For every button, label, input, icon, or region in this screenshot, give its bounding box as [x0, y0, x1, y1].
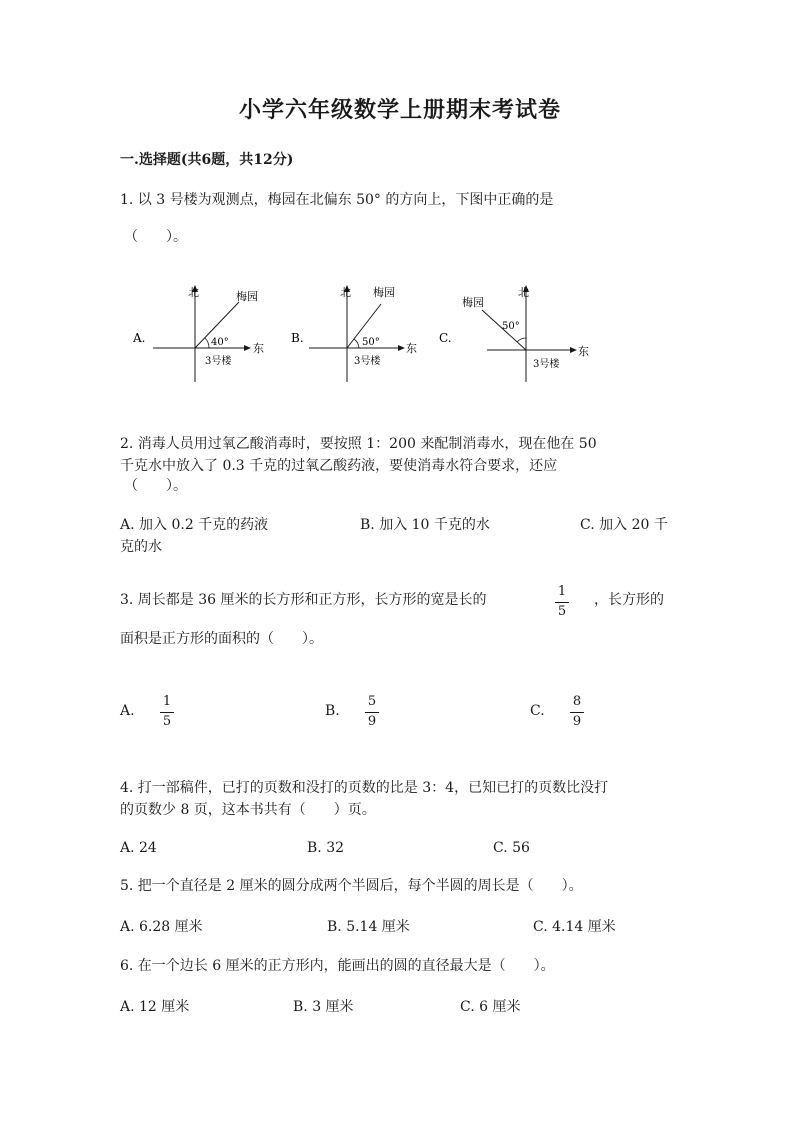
question-5-text: 5. 把一个直径是 2 厘米的圆分成两个半圆后，每个半圆的周长是（ ）。 [120, 878, 583, 894]
question-3-text-line2: 面积是正方形的面积的（ ）。 [120, 631, 323, 647]
diagram-b-angle: 50° [362, 337, 380, 348]
question-6-option-c: C. 6 厘米 [460, 999, 521, 1015]
diagram-c-north: 北 [518, 286, 529, 299]
question-5-option-c: C. 4.14 厘米 [533, 919, 616, 935]
question-3-text-line1b: ，长方形的 [594, 592, 664, 608]
fraction-denominator: 5 [162, 714, 172, 729]
diagram-a-origin: 3号楼 [205, 356, 232, 367]
question-1-blank: （ ）。 [124, 229, 187, 245]
diagram-b-target: 梅园 [373, 286, 395, 299]
question-1-diagrams [125, 280, 605, 390]
diagram-a-label: A. [133, 331, 146, 345]
question-2-option-a: A. 加入 0.2 千克的药液 [120, 517, 269, 533]
question-1-text: 1. 以 3 号楼为观测点，梅园在北偏东 50° 的方向上，下图中正确的是 [120, 192, 554, 208]
diagram-a-target: 梅园 [236, 290, 258, 303]
fraction-bar [570, 712, 584, 713]
diagram-c-origin: 3号楼 [533, 359, 560, 370]
question-4-text-line2: 的页数少 8 页，这本书共有（ ）页。 [120, 802, 376, 818]
diagram-c-target: 梅园 [462, 296, 484, 309]
fraction-bar [160, 712, 174, 713]
diagram-a-north: 北 [188, 286, 199, 299]
question-4-option-a: A. 24 [120, 840, 157, 856]
diagram-b-north: 北 [340, 286, 351, 299]
question-6-option-b: B. 3 厘米 [293, 999, 354, 1015]
question-5-option-a: A. 6.28 厘米 [120, 919, 203, 935]
question-3-text-line1a: 3. 周长都是 36 厘米的长方形和正方形，长方形的宽是长的 [120, 592, 487, 608]
diagram-c-angle: 50° [502, 321, 520, 332]
question-3-option-b-fraction [365, 694, 379, 730]
fraction-bar [555, 602, 569, 603]
question-4-option-c: C. 56 [493, 840, 530, 856]
page-title: 小学六年级数学上册期末考试卷 [238, 97, 561, 123]
diagram-c-label: C. [439, 331, 452, 345]
diagram-b-origin: 3号楼 [354, 356, 381, 367]
question-2-option-b: B. 加入 10 千克的水 [360, 517, 490, 533]
diagram-b-east: 东 [406, 342, 417, 355]
fraction-numerator: 8 [572, 694, 582, 709]
question-2-blank: （ ）。 [124, 478, 187, 494]
question-6-option-a: A. 12 厘米 [120, 999, 190, 1015]
question-3-option-a-fraction [160, 694, 174, 730]
diagram-b [291, 285, 417, 382]
question-2-option-c: C. 加入 20 千 [580, 517, 668, 533]
question-2-text-line2: 千克水中放入了 0.3 千克的过氧乙酸药液，要使消毒水符合要求，还应 [120, 458, 558, 474]
fraction-numerator: 1 [162, 694, 172, 709]
diagram-a [132, 285, 264, 382]
question-3-option-c-fraction [570, 694, 584, 730]
diagram-c [439, 285, 589, 382]
fraction-numerator: 1 [557, 584, 567, 599]
fraction-denominator: 9 [572, 714, 582, 729]
diagram-a-east: 东 [253, 342, 264, 355]
question-3-option-c-label: C. [530, 703, 545, 719]
fraction-denominator: 5 [557, 604, 567, 619]
question-3-option-b-label: B. [325, 703, 340, 719]
fraction-denominator: 9 [367, 714, 377, 729]
section-heading: 一.选择题(共6题，共12分) [120, 152, 294, 168]
question-4-option-b: B. 32 [307, 840, 345, 856]
question-3-option-a-label: A. [120, 703, 135, 719]
diagram-a-angle: 40° [211, 337, 229, 348]
diagram-c-east: 东 [578, 345, 589, 358]
question-5-option-b: B. 5.14 厘米 [327, 919, 410, 935]
question-2-option-c-cont: 克的水 [120, 539, 162, 555]
question-3-fraction [555, 584, 569, 620]
question-2-text-line1: 2. 消毒人员用过氧乙酸消毒时，要按照 1：200 来配制消毒水，现在他在 50 [120, 436, 597, 452]
fraction-numerator: 5 [367, 694, 377, 709]
fraction-bar [365, 712, 379, 713]
question-6-text: 6. 在一个边长 6 厘米的正方形内，能画出的圆的直径最大是（ ）。 [120, 958, 555, 974]
question-4-text-line1: 4. 打一部稿件，已打的页数和没打的页数的比是 3：4，已知已打的页数比没打 [120, 780, 609, 796]
diagram-b-label: B. [291, 331, 304, 345]
